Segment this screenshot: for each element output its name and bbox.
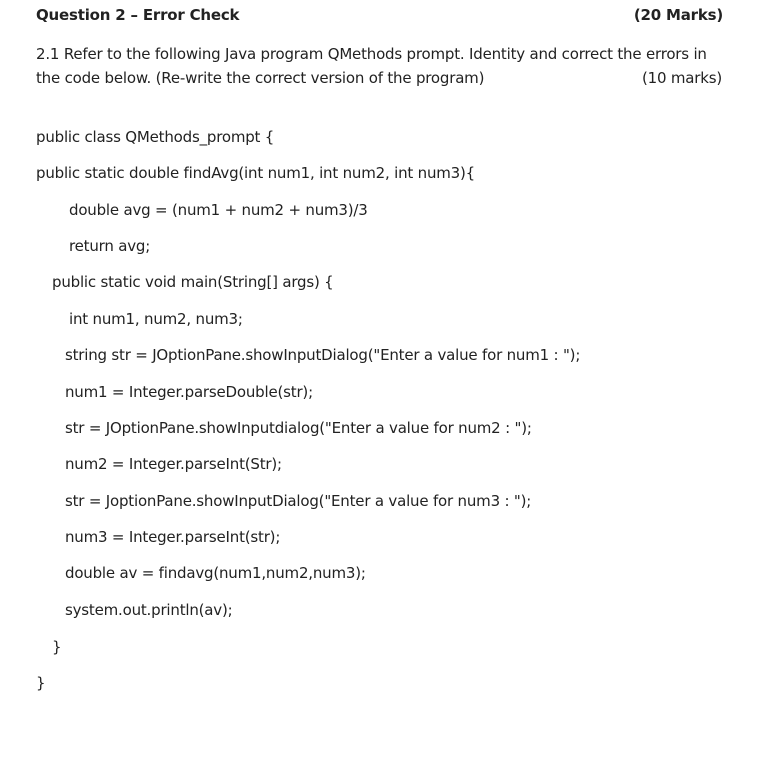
code-line-avg-assignment: double avg = (num1 + num2 + num3)/3	[69, 201, 368, 219]
code-line-input-num2: str = JOptionPane.showInputdialog("Enter a value for num2 : ");	[65, 419, 532, 437]
code-line-method-declaration: public static double findAvg(int num1, int num2, int num3){	[36, 164, 475, 182]
question-title: Question 2 – Error Check	[36, 6, 240, 24]
code-line-input-num3: str = JoptionPane.showInputDialog("Enter a value for num3 : ");	[65, 492, 532, 510]
instruction-marks: (10 marks)	[641, 69, 722, 87]
code-line-println: system.out.println(av);	[65, 601, 233, 619]
code-line-closing-brace-class: }	[36, 674, 46, 692]
code-line-parse-num1: num1 = Integer.parseDouble(str);	[65, 383, 313, 401]
question-marks: (20 Marks)	[633, 6, 723, 24]
code-line-parse-num2: num2 = Integer.parseInt(Str);	[65, 455, 282, 473]
code-line-return: return avg;	[69, 237, 151, 255]
instruction-line-2: the code below. (Re-write the correct version of the program)	[36, 69, 485, 87]
code-line-closing-brace-main: }	[52, 638, 62, 656]
code-line-call-findavg: double av = findavg(num1,num2,num3);	[65, 564, 366, 582]
code-line-input-num1: string str = JOptionPane.showInputDialog("Enter a value for num1 : ");	[65, 346, 581, 364]
code-line-variable-declaration: int num1, num2, num3;	[69, 310, 243, 328]
code-line-main-declaration: public static void main(String[] args) {	[52, 273, 334, 291]
instruction-line-1: 2.1 Refer to the following Java program QMethods prompt. Identity and correct the errors in	[36, 45, 707, 63]
code-line-parse-num3: num3 = Integer.parseInt(str);	[65, 528, 281, 546]
code-line-class-declaration: public class QMethods_prompt {	[36, 128, 275, 146]
